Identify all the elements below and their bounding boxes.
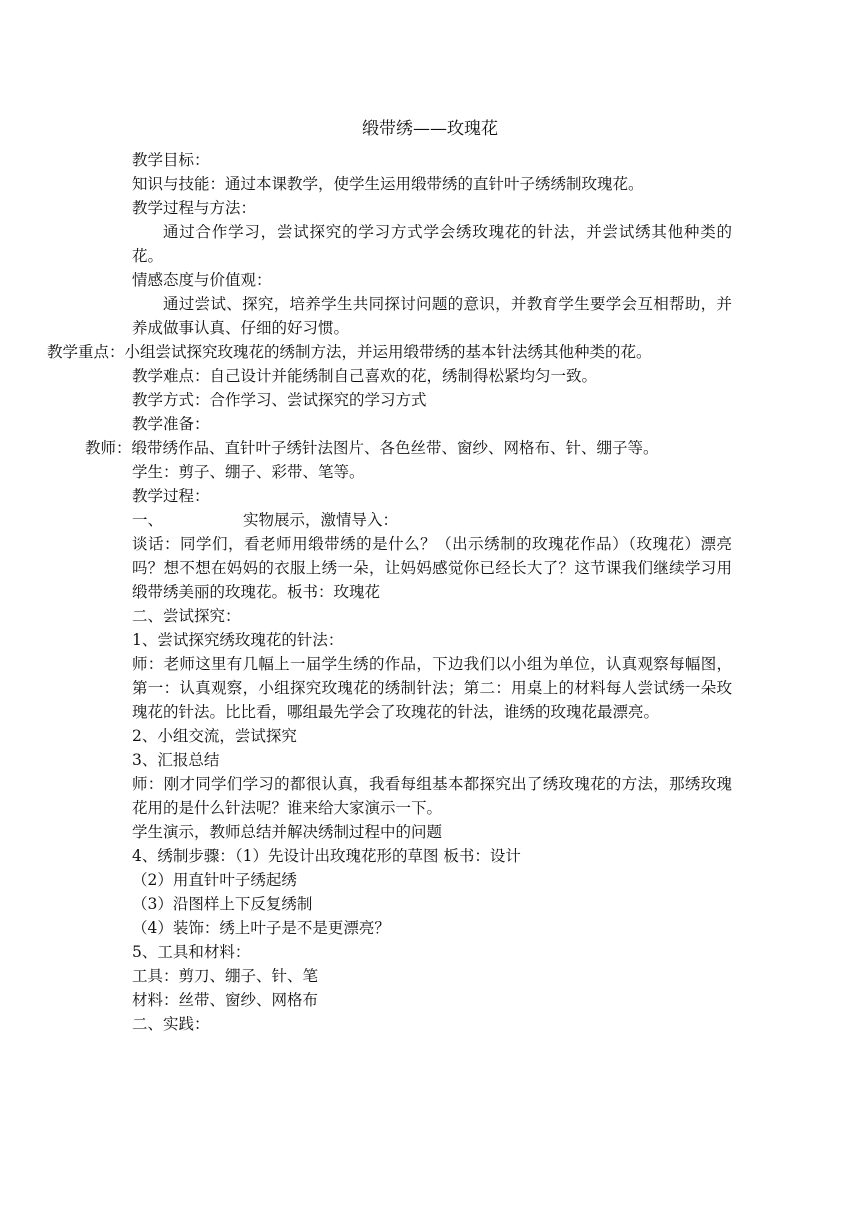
emotion-label: 情感态度与价值观：: [132, 271, 272, 289]
section-one-title: 实物展示，激情导入：: [243, 511, 399, 529]
teacher-prep-paragraph: 教师：缎带绣作品、直针叶子绣针法图片、各色丝带、窗纱、网格布、针、绷子等。: [85, 439, 659, 457]
method-line: 教学方式：合作学习、尝试探究的学习方式: [132, 391, 427, 409]
process-paragraph: 通过合作学习，尝试探究的学习方式学会绣玫瑰花的针法，并尝试绣其他种类的花。: [132, 223, 732, 265]
step-two-heading: 2、小组交流，尝试探究: [132, 727, 297, 745]
procedure-label: 教学过程：: [132, 487, 210, 505]
practice-heading: 二、实践：: [132, 1015, 210, 1033]
difficulty-line: 教学难点：自己设计并能绣制自己喜欢的花，绣制得松紧均匀一致。: [132, 367, 598, 385]
step-three-heading: 3、汇报总结: [132, 751, 220, 769]
step-four-sub-two: （2）用直针叶子绣起绣: [132, 871, 297, 889]
emotion-paragraph: 通过尝试、探究，培养学生共同探讨问题的意识，并教育学生要学会互相帮助，并养成做事认真、仔细的好习惯。: [132, 295, 732, 337]
section-one-number: 一、: [132, 511, 164, 529]
key-point-paragraph: 教学重点：小组尝试探究玫瑰花的绣制方法，并运用缎带绣的基本针法绣其他种类的花。: [47, 343, 652, 361]
tools-line: 工具：剪刀、绷子、针、笔: [132, 967, 319, 985]
goals-label: 教学目标：: [132, 151, 210, 169]
prep-label: 教学准备：: [132, 415, 210, 433]
student-prep-line: 学生：剪子、绷子、彩带、笔等。: [132, 463, 365, 481]
section-one-heading: [132, 508, 732, 532]
step-one-paragraph: 师：老师这里有几幅上一届学生绣的作品，下边我们以小组为单位，认真观察每幅图，第一：认真观察，小组探究玫瑰花的绣制针法；第二：用桌上的材料每人尝试绣一朵玫瑰花的针法。比比看，哪组最先学会了玫瑰花的针法，谁绣的玫瑰花最漂亮。: [132, 655, 732, 721]
process-label: 教学过程与方法：: [132, 199, 257, 217]
knowledge-line: 知识与技能：通过本课教学，使学生运用缎带绣的直针叶子绣绣制玫瑰花。: [132, 175, 644, 193]
document-title: 缎带绣——玫瑰花: [362, 119, 498, 139]
intro-paragraph: 谈话：同学们，看老师用缎带绣的是什么？（出示绣制的玫瑰花作品）（玫瑰花）漂亮吗？想不想在妈妈的衣服上绣一朵，让妈妈感觉你已经长大了？这节课我们继续学习用缎带绣美丽的玫瑰花。板书：玫瑰花: [132, 535, 732, 601]
step-four-heading: 4、绣制步骤：（1）先设计出玫瑰花形的草图 板书：设计: [132, 847, 521, 865]
step-four-sub-three: （3）沿图样上下反复绣制: [132, 895, 313, 913]
step-one-heading: 1、尝试探究绣玫瑰花的针法：: [132, 631, 344, 649]
materials-line: 材料：丝带、窗纱、网格布: [132, 991, 319, 1009]
step-four-sub-four: （4）装饰：绣上叶子是不是更漂亮？: [132, 919, 390, 937]
step-three-paragraph: 师：刚才同学们学习的都很认真，我看每组基本都探究出了绣玫瑰花的方法，那绣玫瑰花用的是什么针法呢？谁来给大家演示一下。: [132, 775, 732, 817]
demo-line: 学生演示，教师总结并解决绣制过程中的问题: [132, 823, 443, 841]
document-body: [47, 148, 732, 1036]
section-two-heading: 二、尝试探究：: [132, 607, 241, 625]
step-five-heading: 5、工具和材料：: [132, 943, 251, 961]
